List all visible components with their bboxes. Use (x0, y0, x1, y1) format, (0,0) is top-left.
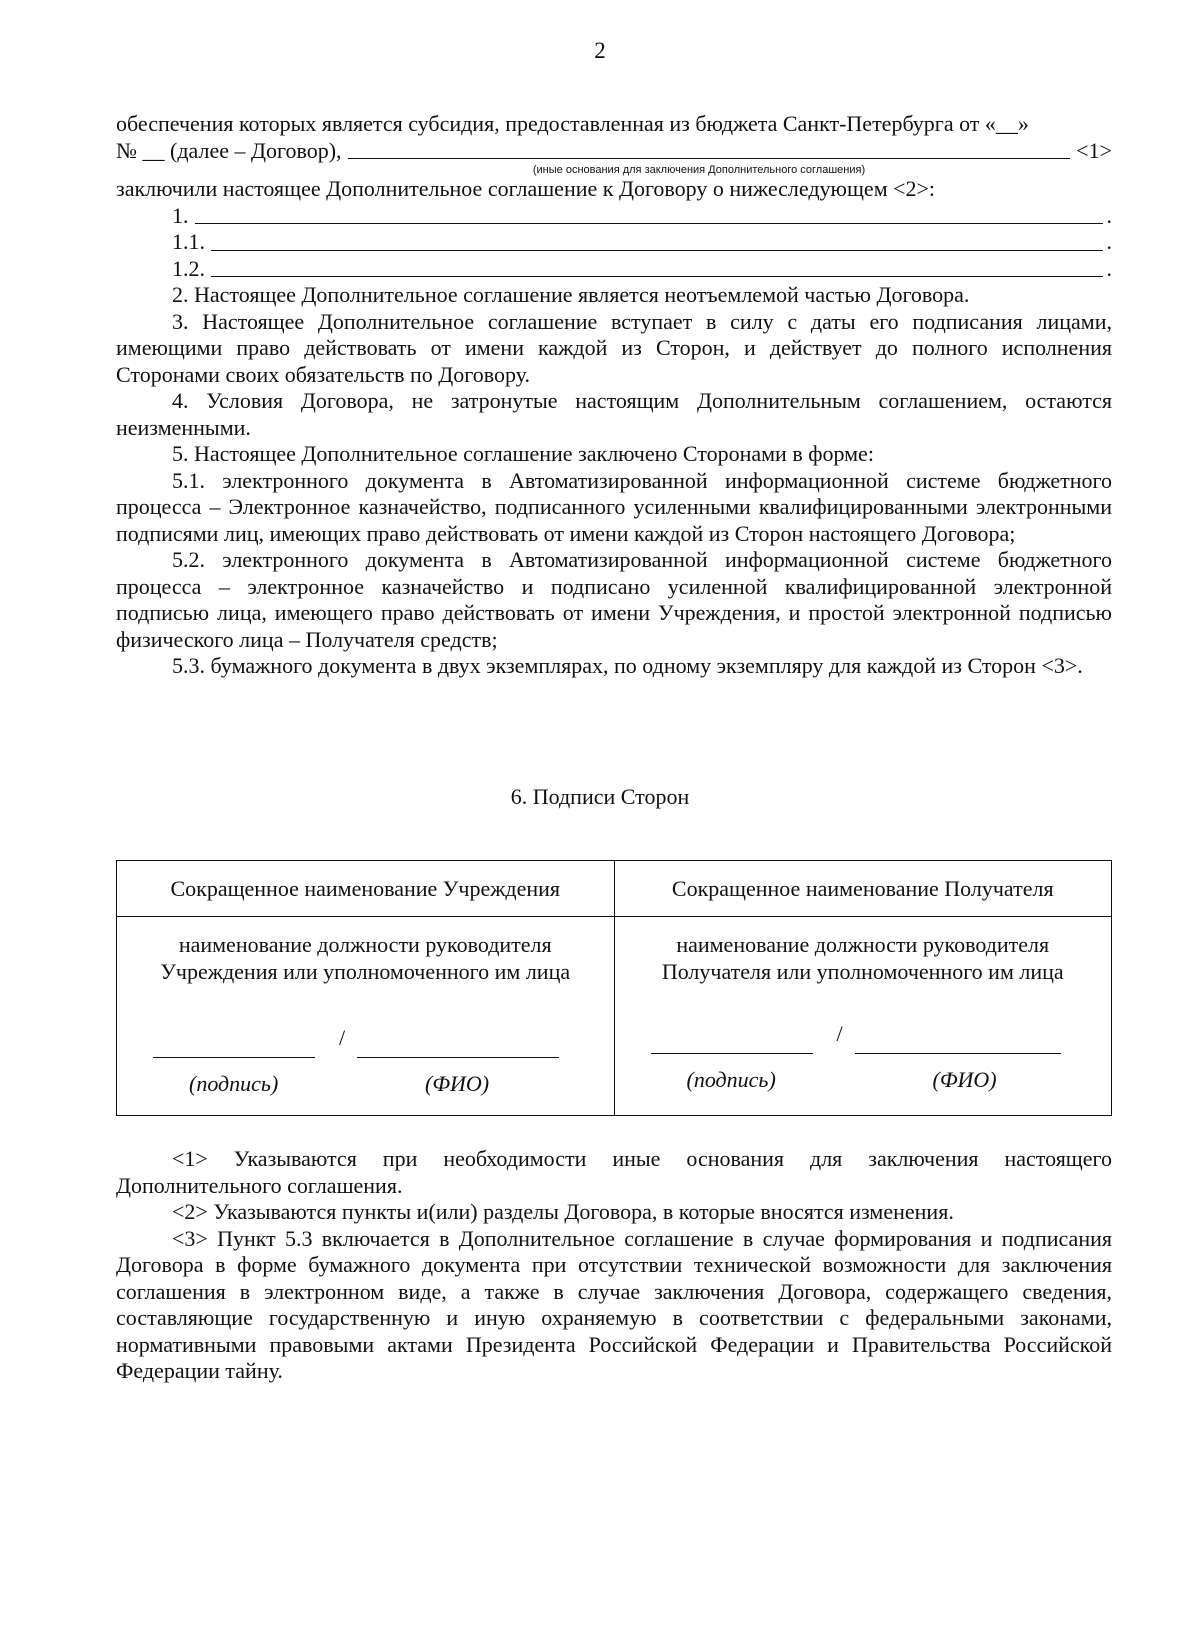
footnote-3: <3> Пункт 5.3 включается в Дополнительное соглашение в случае формирования и подписания Договора в форме бумажного документа при отсутствии технической возможности для заключения соглашения в электронном виде, а также в случае заключения Договора, содержащего сведения, составляющие государственную и иную охраняемую в соответствии с федеральными законами, нормативными правовыми актами Президента Российской Федерации и Правительства Российской Федерации тайну. (116, 1225, 1112, 1383)
footnotes (116, 1146, 1112, 1385)
page-number: 2 (594, 38, 606, 63)
item-period: . (1106, 229, 1112, 254)
item-number: 1.2. (172, 255, 205, 281)
intro-line-2 (116, 138, 1112, 165)
paragraph-5-2: 5.2. электронного документа в Автоматизированной информационной системе бюджетного процесса – электронное казначейство и подписано усиленной квалифицированной электронной подписью лица, имеющего право действовать от имени Учреждения, и простой электронной подписью физического лица – Получателя средств; (116, 547, 1112, 652)
column-header: Сокращенное наименование Учреждения (117, 861, 614, 917)
signature-column-recipient (614, 861, 1112, 1115)
blank-caption: (иные основания для заключения Дополнительного соглашения) (532, 164, 866, 176)
name-line (855, 1053, 1061, 1054)
blank-line (195, 222, 1103, 224)
paragraph-3: 3. Настоящее Дополнительное соглашение вступает в силу с даты его подписания лицами, имеющими право действовать от имени каждой из Сторон, и действует до полного исполнения Сторонами своих обязательств по Договору. (116, 308, 1112, 387)
position-title (615, 931, 1112, 985)
document-body (116, 111, 1112, 680)
item-number: 1.1. (172, 229, 205, 254)
footnote-1: <1> Указываются при необходимости иные основания для заключения настоящего Дополнительного соглашения. (116, 1146, 1112, 1198)
item-period: . (1106, 202, 1112, 228)
signature-table (116, 860, 1112, 1116)
blank-line (211, 275, 1103, 277)
signature-line (651, 1053, 813, 1054)
intro-line-1: обеспечения которых является субсидия, предоставленная из бюджета Санкт-Петербурга от «__» (116, 111, 1029, 136)
item-number: 1. (172, 202, 189, 228)
intro-line-3: заключили настоящее Дополнительное соглашение к Договору о нижеследующем <2>: (116, 176, 936, 201)
blank-line (348, 157, 1071, 159)
paragraph-4: 4. Условия Договора, не затронутые настоящим Дополнительным соглашением, остаются неизменными. (116, 388, 1112, 440)
position-line: наименование должности руководителя (676, 932, 1050, 957)
name-line (357, 1057, 559, 1058)
footnote-marker-1: <1> (1076, 137, 1112, 163)
name-label: (ФИО) (932, 1067, 997, 1092)
position-line: Получателя или уполномоченного им лица (661, 959, 1064, 984)
section-title: 6. Подписи Сторон (510, 784, 690, 809)
position-line: наименование должности руководителя (178, 932, 552, 957)
contract-reference: № __ (далее – Договор), (116, 137, 342, 163)
paragraph-5: 5. Настоящее Дополнительное соглашение заключено Сторонами в форме: (172, 441, 874, 466)
signature-line (153, 1057, 315, 1058)
paragraph-5-1: 5.1. электронного документа в Автоматизированной информационной системе бюджетного процесса – Электронное казначейство, подписанного усиленными квалифицированными электронными подписями лиц, имеющих право действовать от имени каждой из Сторон настоящего Договора; (116, 467, 1112, 546)
slash-separator: / (339, 1025, 346, 1050)
blank-line (211, 249, 1103, 251)
item-period: . (1106, 255, 1112, 281)
numbered-item (116, 203, 1112, 230)
position-title (117, 931, 614, 985)
paragraph-2: 2. Настоящее Дополнительное соглашение является неотъемлемой частью Договора. (172, 282, 970, 307)
paragraph-5-3: 5.3. бумажного документа в двух экземплярах, по одному экземпляру для каждой из Сторон <3>. (172, 653, 1083, 678)
name-label: (ФИО) (425, 1071, 490, 1096)
column-header: Сокращенное наименование Получателя (615, 861, 1112, 917)
numbered-item (116, 229, 1112, 256)
numbered-item (116, 256, 1112, 283)
signature-label: (подпись) (189, 1071, 279, 1096)
signature-column-institution (117, 861, 614, 1115)
slash-separator: / (836, 1021, 843, 1046)
signature-label: (подпись) (686, 1067, 776, 1092)
footnote-2: <2> Указываются пункты и(или) разделы Договора, в которые вносятся изменения. (172, 1199, 954, 1224)
position-line: Учреждения или уполномоченного им лица (160, 959, 571, 984)
